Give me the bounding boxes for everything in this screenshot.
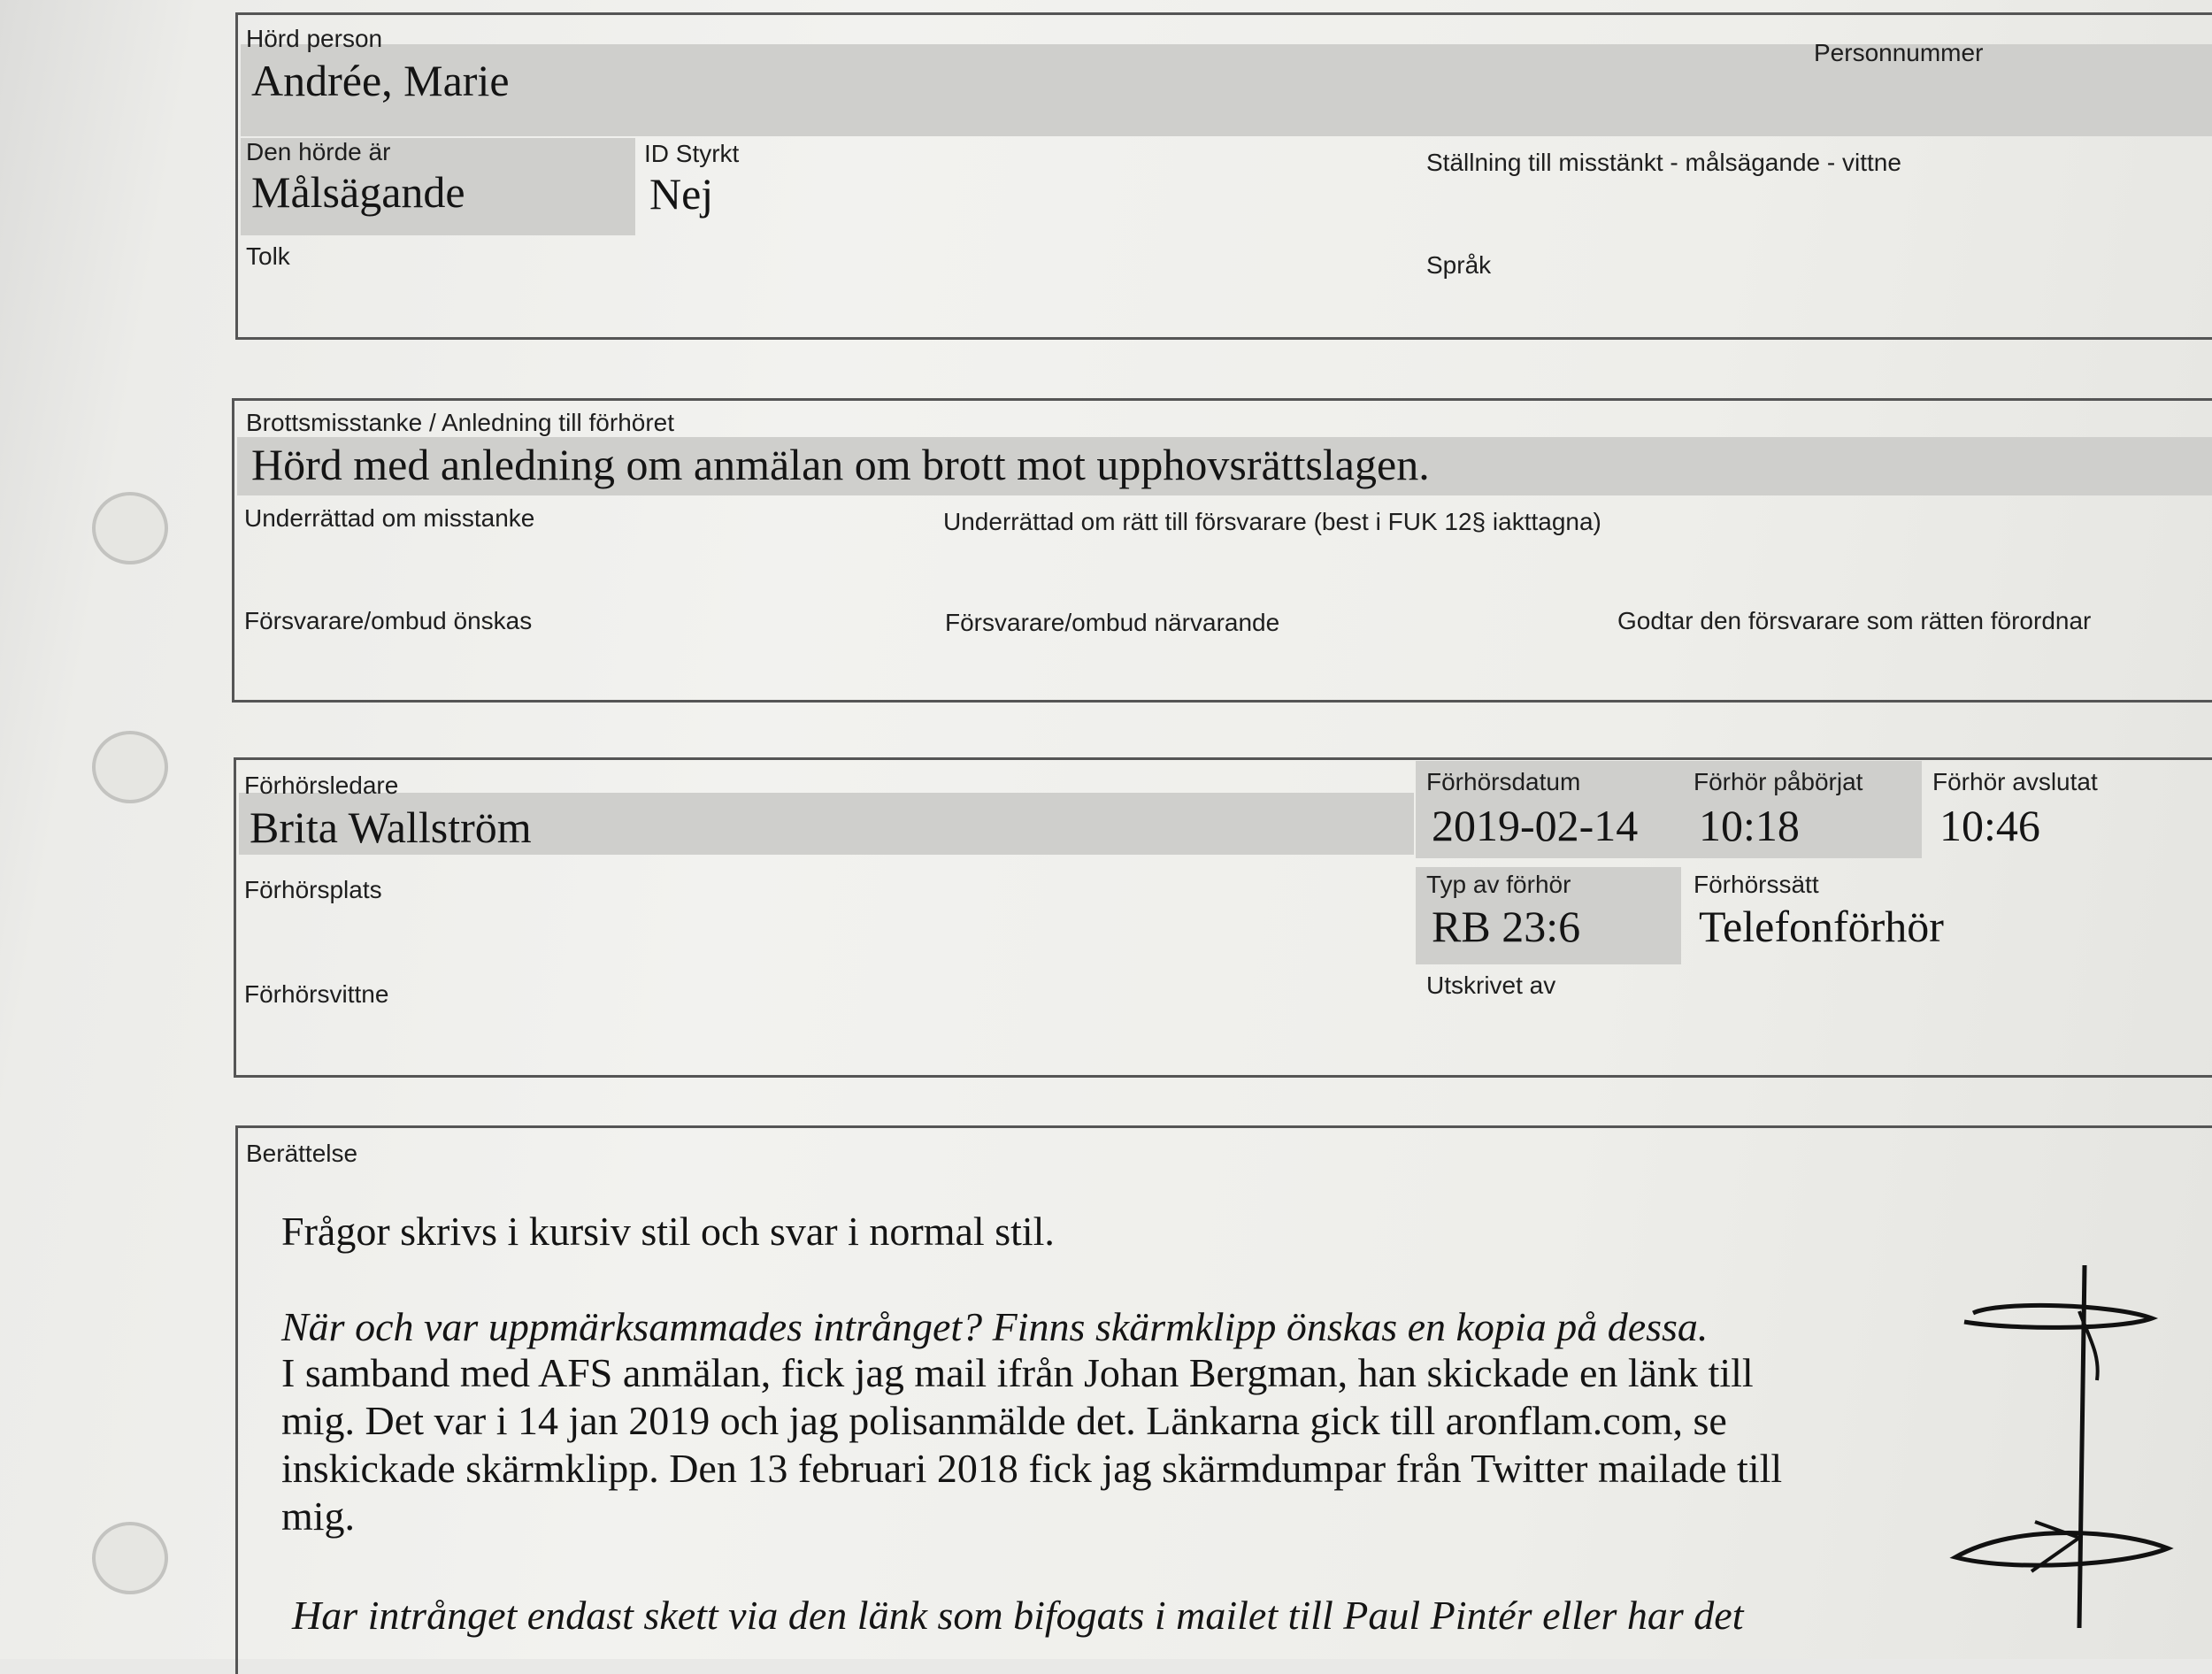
berattelse-intro: Frågor skrivs i kursiv stil och svar i normal stil. [281,1209,1055,1254]
answer-1-line-2: mig. Det var i 14 jan 2019 och jag polisanmälde det. Länkarna gick till aronflam.com, se [281,1398,1727,1443]
forhorsdatum-label: Förhörsdatum [1426,768,1581,795]
answer-1-line-3: inskickade skärmklipp. Den 13 februari 2018 fick jag skärmdumpar från Twitter mailade till [281,1446,1783,1491]
underrattad-forsvarare-label: Underrättad om rätt till försvarare (best i FUK 12§ iakttagna) [943,508,1601,535]
forhor-paborjat-value: 10:18 [1699,801,1800,850]
forhorsplats-label: Förhörsplats [244,876,382,903]
handwritten-initials [1947,1256,2177,1628]
id-styrkt-value: Nej [649,169,714,219]
den-horde-ar-value: Målsägande [251,167,465,217]
id-styrkt-label: ID Styrkt [644,140,740,167]
forhor-avslutat-value: 10:46 [1939,801,2040,850]
underrattad-misstanke-label: Underrättad om misstanke [244,504,535,532]
forhorssatt-label: Förhörssätt [1694,871,1819,898]
punch-hole [92,731,168,803]
tolk-label: Tolk [246,242,290,270]
typ-av-forhor-value: RB 23:6 [1432,902,1581,951]
answer-1-line-1: I samband med AFS anmälan, fick jag mail ifrån Johan Bergman, han skickade en länk till [281,1350,1754,1395]
sprak-label: Språk [1426,251,1492,279]
forsvarare-onskas-label: Försvarare/ombud önskas [244,607,533,634]
forhor-avslutat-label: Förhör avslutat [1932,768,2098,795]
forhorssatt-value: Telefonförhör [1699,902,1944,951]
godtar-label: Godtar den försvarare som rätten förordnar [1617,607,2092,634]
forsvarare-narvarande-label: Försvarare/ombud närvarande [945,609,1280,636]
utskrivet-av-label: Utskrivet av [1426,971,1556,999]
den-horde-ar-label: Den hörde är [246,138,391,165]
brott-label: Brottsmisstanke / Anledning till förhöret [246,409,675,436]
forhorsvittne-label: Förhörsvittne [244,980,389,1008]
forhor-paborjat-label: Förhör påbörjat [1694,768,1863,795]
answer-1-line-4: mig. [281,1494,356,1539]
brott-value: Hörd med anledning om anmälan om brott mot upphovsrättslagen. [251,440,1430,489]
punch-hole [92,492,168,564]
question-2: Har intrånget endast skett via den länk som bifogats i mailet till Paul Pintér eller har det [292,1593,1744,1638]
forhorsledare-value: Brita Wallström [250,802,532,852]
berattelse-label: Berättelse [246,1140,358,1167]
forhorsledare-label: Förhörsledare [244,772,399,799]
question-1: När och var uppmärksammades intrånget? Finns skärmklipp önskas en kopia på dessa. [281,1304,1709,1349]
forhorsdatum-value: 2019-02-14 [1432,801,1639,850]
hord-person-value: Andrée, Marie [251,56,510,105]
typ-av-forhor-label: Typ av förhör [1426,871,1571,898]
hord-person-label: Hörd person [246,25,383,52]
punch-hole [92,1522,168,1594]
personnummer-label: Personnummer [1814,39,1984,66]
stallning-label: Ställning till misstänkt - målsägande - vittne [1426,149,1901,176]
